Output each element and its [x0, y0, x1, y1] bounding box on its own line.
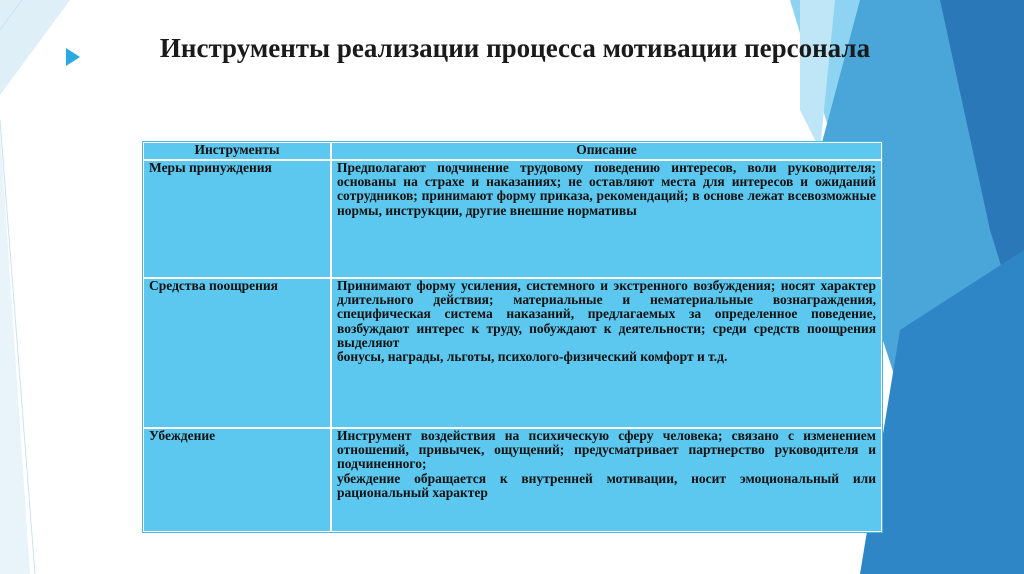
- description-line: бонусы, награды, льготы, психолого-физический комфорт и т.д.: [337, 348, 728, 364]
- bullet-arrow-icon: [66, 48, 80, 66]
- tool-cell: Меры принуждения: [143, 160, 331, 278]
- header-tools: Инструменты: [143, 142, 331, 160]
- header-description: Описание: [331, 142, 882, 160]
- slide-title: Инструменты реализации процесса мотивации персонала: [159, 33, 871, 63]
- tool-cell: Средства поощрения: [143, 278, 331, 428]
- tool-cell: Убеждение: [143, 428, 331, 532]
- description-line: Принимают форму усиления, системного и экстренного возбуждения; носят характер длительного действия; материальные и нематериальные вознаграждения, специфическая система наказаний, предлагаемых за определенное поведение, возбуждают интерес к труду, побуждают к деятельности; среди средств поощрения выделяют: [337, 278, 876, 350]
- description-line: Предполагают подчинение трудовому поведению интересов, воли руководителя; основаны на страхе и наказаниях; не оставляют места для интересов и ожиданий сотрудников; принимают форму приказа, рекомендаций; в основе лежат всевозможные нормы, инструкции, другие внешние нормативы: [337, 160, 876, 218]
- description-cell: [331, 278, 882, 428]
- description-cell: [331, 160, 882, 278]
- description-line: Инструмент воздействия на психическую сферу человека; связано с изменением отношений, привычек, ощущений; предусматривает партнерство руководителя и подчиненного;: [337, 428, 876, 472]
- left-shape-top: [0, 0, 70, 95]
- table-row: [143, 278, 882, 428]
- left-shape-bottom: [0, 130, 30, 574]
- table-header-row: [143, 142, 882, 160]
- description-line: убеждение обращается к внутренней мотивации, носит эмоциональный или рациональный характер: [337, 470, 876, 500]
- table-row: [143, 428, 882, 532]
- tools-table: [142, 141, 883, 533]
- tools-table-container: [142, 141, 883, 533]
- table-row: [143, 160, 882, 278]
- description-cell: [331, 428, 882, 532]
